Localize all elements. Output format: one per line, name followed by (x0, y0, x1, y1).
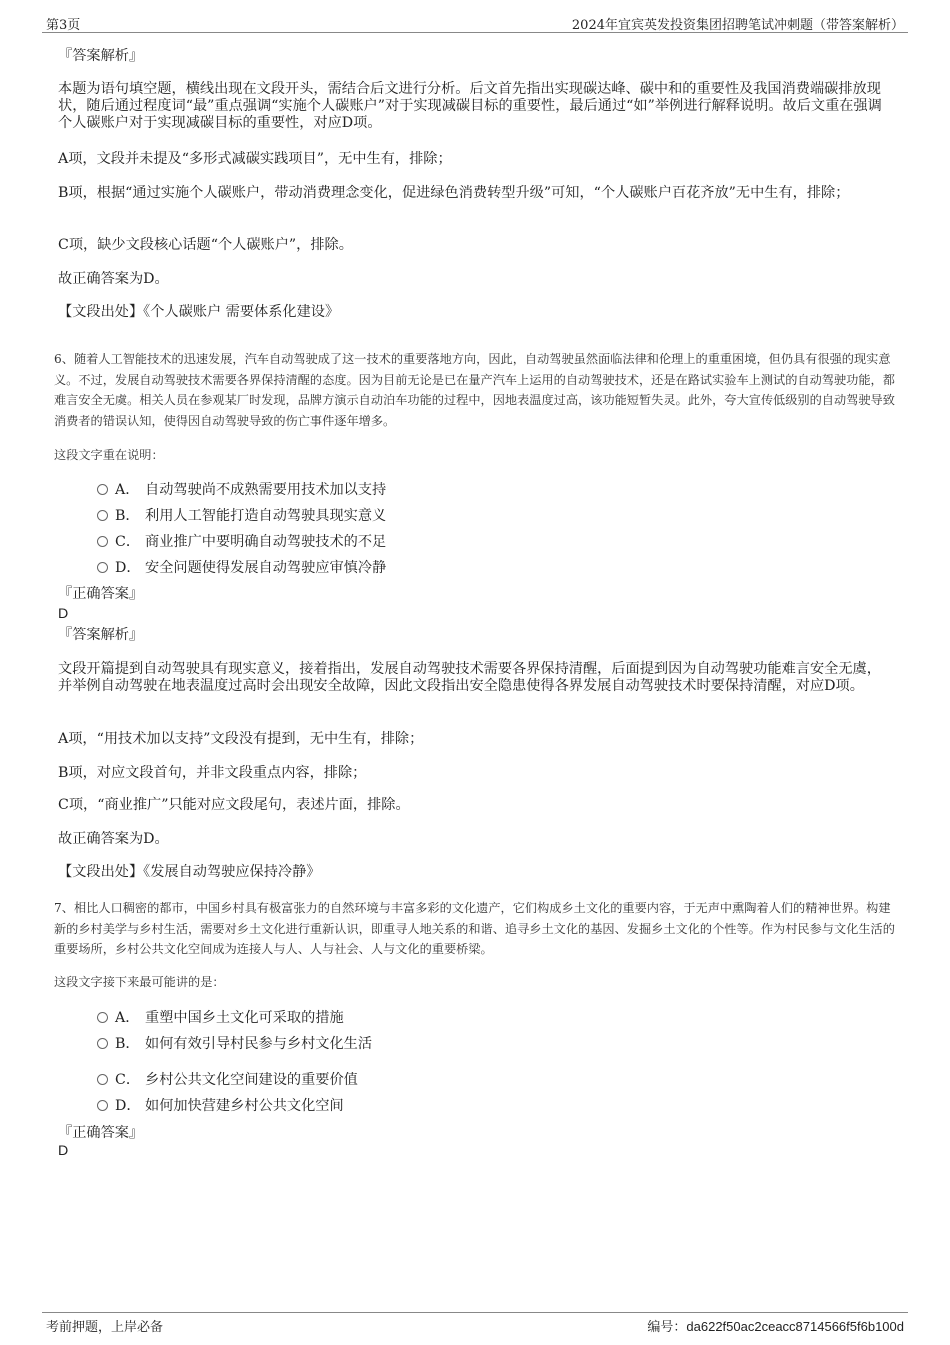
question-7-option-c[interactable]: C． 乡村公共文化空间建设的重要价值 (97, 1070, 358, 1090)
question-7-prompt: 这段文字接下来最可能讲的是： (54, 975, 225, 989)
passage-source: 【文段出处】《个人碳账户 需要体系化建设》 (58, 304, 340, 320)
question-6-option-c[interactable]: C． 商业推广中要明确自动驾驶技术的不足 (97, 532, 386, 552)
correct-answer: D (58, 1143, 69, 1159)
question-6-prompt: 这段文字重在说明： (54, 448, 164, 462)
radio-icon[interactable] (97, 510, 108, 521)
radio-icon[interactable] (97, 484, 108, 495)
analysis-item-c: C项，“商业推广”只能对应文段尾句，表述片面，排除。 (58, 797, 410, 813)
analysis-item-b: B项，对应文段首句，并非文段重点内容，排除； (58, 765, 367, 781)
question-7-passage: 7、相比人口稠密的都市，中国乡村具有极富张力的自然环境与丰富多彩的文化遗产，它们构成乡土文化的重要内容，于无声中熏陶着人们的精神世界。构建新的乡村美学与乡村生活，需要对乡土文化进行重新认识，即重寻人地关系的和谐、追寻乡土文化的基因、发掘乡土文化的个性等。作为村民参与文化生活的重要场所，乡村公共文化空间成为连接人与人、人与社会、人与文化的重要桥梁。 (54, 901, 895, 956)
analysis-label: 『答案解析』 (58, 627, 144, 643)
page-footer (42, 1312, 908, 1335)
page-header (42, 14, 908, 33)
page-number: 第3页 (46, 18, 81, 33)
radio-icon[interactable] (97, 562, 108, 573)
analysis-conclusion: 故正确答案为D。 (58, 831, 169, 847)
document-title: 2024年宜宾英发投资集团招聘笔试冲刺题（带答案解析） (571, 18, 904, 33)
analysis-item-a: A项，文段并未提及“多形式减碳实践项目”，无中生有，排除； (58, 151, 452, 167)
correct-answer: D (58, 606, 69, 622)
passage-source: 【文段出处】《发展自动驾驶应保持冷静》 (58, 864, 321, 880)
question-7-option-a[interactable]: A． 重塑中国乡土文化可采取的措施 (97, 1008, 344, 1028)
radio-icon[interactable] (97, 1038, 108, 1049)
question-6-option-a[interactable]: A． 自动驾驶尚不成熟需要用技术加以支持 (97, 480, 386, 500)
analysis-conclusion: 故正确答案为D。 (58, 271, 169, 287)
question-6-passage: 6、随着人工智能技术的迅速发展，汽车自动驾驶成了这一技术的重要落地方向，因此，自动驾驶虽然面临法律和伦理上的重重困境，但仍具有很强的现实意义。不过，发展自动驾驶技术需要各界保持清醒的态度。因为目前无论是已在量产汽车上运用的自动驾驶技术，还是在路试实验车上测试的自动驾驶功能，都难言安全无虞。相关人员在参观某厂时发现，品牌方演示自动泊车功能的过程中，因地表温度过高，该功能短暂失灵。此外，夸大宣传低级别的自动驾驶导致消费者的错误认知，使得因自动驾驶导致的伤亡事件逐年增多。 (54, 352, 895, 428)
analysis-text: 文段开篇提到自动驾驶具有现实意义，接着指出，发展自动驾驶技术需要各界保持清醒，后面提到因为自动驾驶功能难言安全无虞，并举例自动驾驶在地表温度过高时会出现安全故障，因此文段指出安全隐患使得各界发展自动驾驶技术时要保持清醒，对应D项。 (58, 661, 881, 694)
analysis-item-a: A项，“用技术加以支持”文段没有提到，无中生有，排除； (58, 731, 424, 747)
analysis-item-c: C项，缺少文段核心话题“个人碳账户”，排除。 (58, 237, 353, 253)
correct-answer-label: 『正确答案』 (58, 586, 144, 602)
analysis-label: 『答案解析』 (58, 48, 144, 64)
radio-icon[interactable] (97, 1074, 108, 1085)
question-6-option-b[interactable]: B． 利用人工智能打造自动驾驶具现实意义 (97, 506, 386, 526)
question-7-option-b[interactable]: B． 如何有效引导村民参与乡村文化生活 (97, 1034, 372, 1054)
analysis-item-b: B项，根据“通过实施个人碳账户，带动消费理念变化，促进绿色消费转型升级”可知，“个人碳账户百花齐放”无中生有，排除； (58, 185, 850, 201)
analysis-text: 本题为语句填空题，横线出现在文段开头，需结合后文进行分析。后文首先指出实现碳达峰、碳中和的重要性及我国消费端碳排放现状，随后通过程度词“最”重点强调“实施个人碳账户”对于实现减碳目标的重要性，最后通过“如”举例进行解释说明。故后文重在强调个人碳账户对于实现减碳目标的重要性，对应D项。 (58, 81, 882, 131)
radio-icon[interactable] (97, 1012, 108, 1023)
question-7-option-d[interactable]: D． 如何加快营建乡村公共文化空间 (97, 1096, 344, 1116)
question-6-option-d[interactable]: D． 安全问题使得发展自动驾驶应审慎冷静 (97, 558, 386, 578)
document-code: 编号：da622f50ac2ceacc8714566f5f6b100d (647, 1319, 904, 1334)
correct-answer-label: 『正确答案』 (58, 1125, 144, 1141)
footer-slogan: 考前押题，上岸必备 (46, 1320, 164, 1335)
radio-icon[interactable] (97, 1100, 108, 1111)
radio-icon[interactable] (97, 536, 108, 547)
